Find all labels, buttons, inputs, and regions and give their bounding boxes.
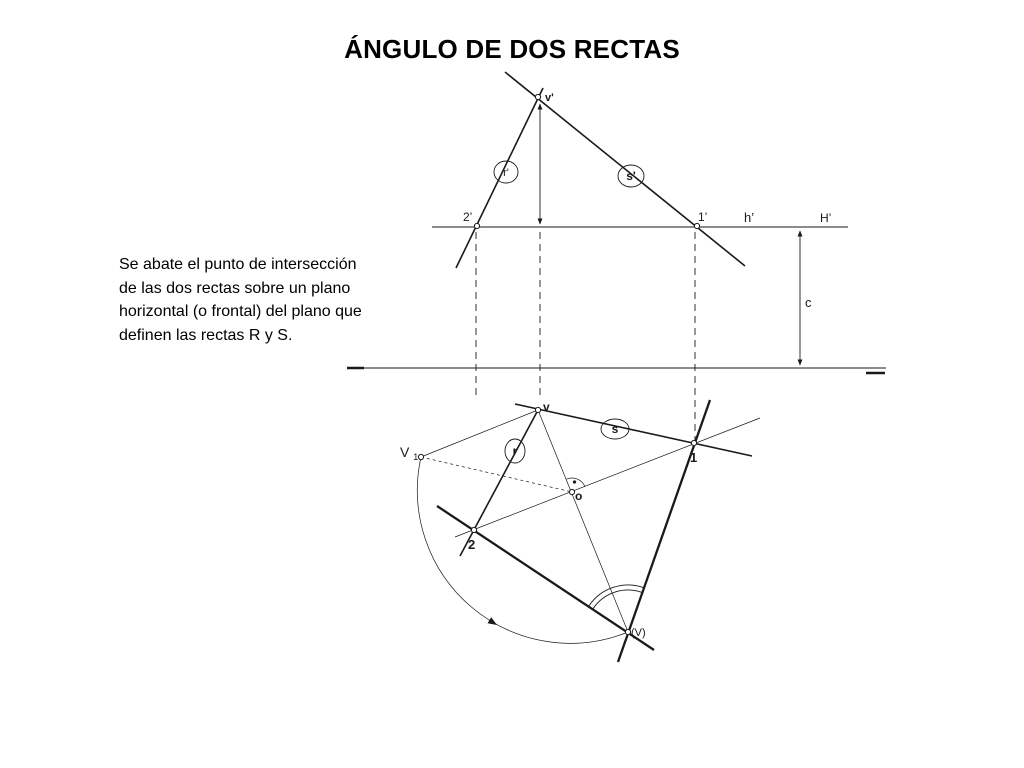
point-V1 [418, 454, 423, 459]
point-v [535, 407, 540, 412]
point-2-prime [474, 223, 479, 228]
label-1-prime: 1’ [698, 210, 708, 224]
line-v-to-V [538, 410, 628, 632]
label-V1-main: V [400, 444, 410, 460]
line-V1-to-v [421, 410, 538, 457]
description-line: Se abate el punto de intersección [119, 256, 357, 273]
right-angle-mark-dot [573, 480, 576, 483]
label-r: r [512, 444, 518, 458]
line-r [460, 410, 538, 556]
label-r-prime: r' [503, 167, 509, 179]
line-r-prime [456, 88, 543, 268]
description-line: horizontal (o frontal) del plano que [119, 303, 362, 320]
point-1 [691, 440, 696, 445]
line-1-to-V-abatido [618, 400, 710, 662]
label-H-prime: H’ [820, 211, 832, 225]
label-2: 2 [468, 537, 476, 552]
point-o [569, 489, 574, 494]
hinge-line-2-1 [455, 418, 760, 537]
label-V-abatido: (V) [631, 627, 646, 639]
label-V1 [400, 444, 418, 462]
rotation-arc-arrowhead [488, 617, 498, 625]
line-s-prime [505, 72, 745, 266]
label-v-prime: v' [545, 92, 554, 104]
label-s-prime: s' [626, 169, 636, 183]
description-line: definen las rectas R y S. [119, 326, 293, 344]
label-s: s [611, 422, 619, 436]
line-s [512, 404, 752, 458]
slide-title: ÁNGULO DE DOS RECTAS [344, 34, 680, 64]
label-2-prime: 2’ [463, 210, 473, 224]
point-v-prime [535, 94, 540, 99]
point-V-abatido [625, 629, 630, 634]
rotation-arc [417, 457, 628, 643]
point-1-prime [694, 223, 699, 228]
label-V1-subscript: 1 [413, 452, 419, 462]
label-c: c [805, 295, 812, 310]
label-v: v [543, 400, 550, 414]
label-o: o [575, 489, 583, 503]
line-2-to-V-abatido [437, 506, 654, 650]
label-h-prime: h’ [744, 210, 755, 225]
label-1: 1 [690, 450, 698, 465]
point-2 [471, 527, 476, 532]
description-line: de las dos rectas sobre un plano [119, 279, 351, 297]
